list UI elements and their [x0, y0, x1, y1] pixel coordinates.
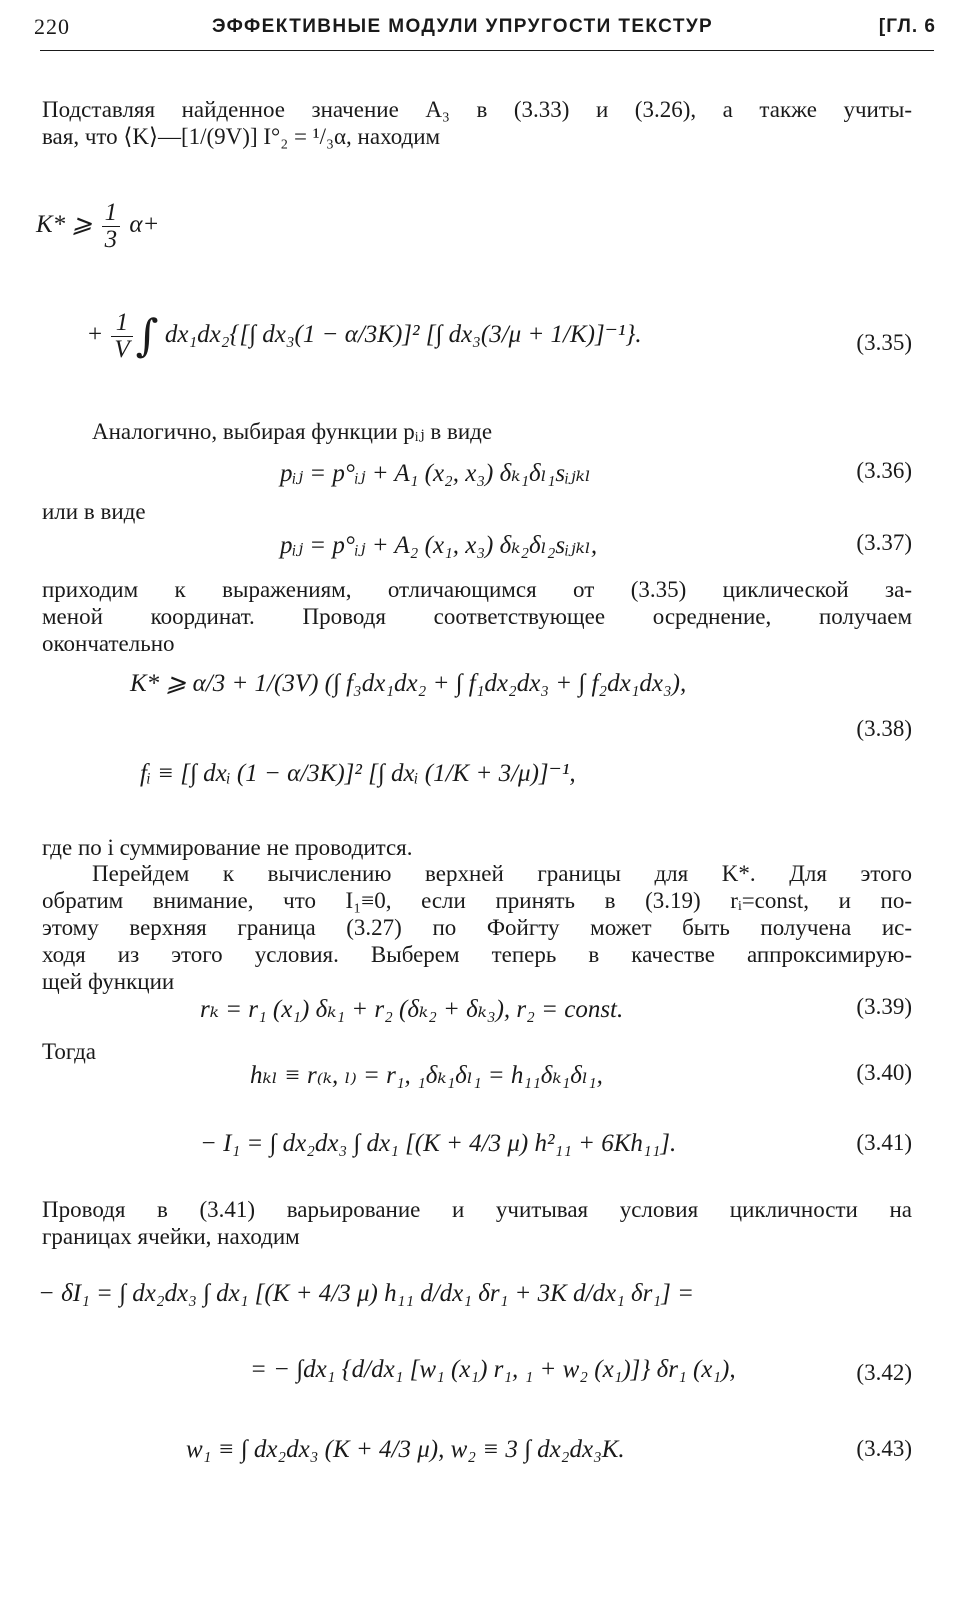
equation-number-3-41: (3.41): [856, 1130, 912, 1155]
text-line: меной координат. Проводя соответствующее осреднение, получаем: [42, 604, 912, 629]
text-line: этому верхняя граница (3.27) по Фойгту может быть получена ис-: [42, 915, 912, 940]
equation-3-36: pᵢⱼ = p°ᵢⱼ + A₁ (x₂, x₃) δₖ₁δₗ₁sᵢⱼₖₗ: [280, 460, 591, 487]
fraction: [102, 200, 121, 253]
chapter-label: [ГЛ. 6: [878, 16, 936, 37]
paragraph-no-summation: [42, 834, 912, 861]
equation-3-42-line2: = − ∫dx₁ {d/dx₁ [w₁ (x₁) r₁, ₁ + w₂ (x₁)]} δr₁ (x₁),: [250, 1356, 736, 1383]
text-line: обратим внимание, что I₁≡0, если принять в (3.19) rᵢ=const, и по-: [42, 888, 912, 913]
text-line: Подставляя найденное значение A₃ в (3.33) и (3.26), а также учиты-: [42, 97, 912, 122]
equation-number-3-42: (3.42): [856, 1360, 912, 1385]
text-line: приходим к выражениям, отличающимся от (3.35) циклической за-: [42, 577, 912, 602]
text-line: границах ячейки, находим: [42, 1224, 300, 1249]
text-line: Проводя в (3.41) варьирование и учитывая условия цикличности на: [42, 1197, 912, 1222]
equation-3-35-line1: [36, 200, 159, 253]
text-line: Перейдем к вычислению верхней границы для K*. Для этого: [92, 861, 912, 886]
header-rule: [40, 50, 934, 51]
text-line: Аналогично, выбирая функции pᵢⱼ в виде: [92, 419, 493, 444]
equation-number-3-39: (3.39): [856, 994, 912, 1019]
equation-3-42-line1: − δI₁ = ∫ dx₂dx₃ ∫ dx₁ [(K + 4/3 μ) h₁₁ d/dx₁ δr₁ + 3K d/dx₁ δr₁] =: [38, 1280, 694, 1307]
paragraph-variation: [42, 1196, 912, 1250]
paragraph-or: [42, 498, 912, 525]
equation-number-3-43: (3.43): [856, 1436, 912, 1461]
paragraph-intro: [42, 96, 912, 150]
text-line: окончательно: [42, 631, 175, 656]
fraction: $\frac{1}{V}$: [111, 310, 132, 363]
running-title: ЭФФЕКТИВНЫЕ МОДУЛИ УПРУГОСТИ ТЕКСТУР: [212, 16, 714, 37]
denominator: 3: [104, 226, 118, 253]
page-number: 220: [34, 14, 70, 39]
equation-3-38-line1: K* ⩾ α/3 + 1/(3V) (∫ f₃dx₁dx₂ + ∫ f₁dx₂dx₃ + ∫ f₂dx₁dx₃),: [130, 670, 687, 697]
equation-3-40: hₖₗ ≡ r₍ₖ, ₗ₎ = r₁, ₁δₖ₁δₗ₁ = h₁₁δₖ₁δₗ₁,: [250, 1062, 603, 1089]
text-line: Тогда: [42, 1039, 97, 1064]
equation-number-3-37: (3.37): [856, 530, 912, 555]
equation-3-43: w₁ ≡ ∫ dx₂dx₃ (K + 4/3 μ), w₂ ≡ 3 ∫ dx₂dx₃K.: [186, 1436, 625, 1463]
eq-body: dx₁dx₂{[∫ dx₃(1 − α/3K)]² [∫ dx₃(3/μ + 1/K)]⁻¹}.: [164, 321, 642, 349]
eq-tail: α+: [129, 211, 160, 239]
integral-sign: ∫: [135, 310, 159, 362]
text-line: или в виде: [42, 499, 146, 524]
page-header: [34, 14, 936, 44]
paragraph-upper-bound: [42, 860, 912, 995]
text-line: где по i суммирование не проводится.: [42, 835, 413, 860]
equation-3-41: − I₁ = ∫ dx₂dx₃ ∫ dx₁ [(K + 4/3 μ) h²₁₁ + 6Kh₁₁].: [200, 1130, 677, 1157]
equation-3-39: rₖ = r₁ (x₁) δₖ₁ + r₂ (δₖ₂ + δₖ₃), r₂ = const.: [200, 996, 624, 1023]
paragraph-analog: [92, 418, 912, 445]
equation-3-35-line2: + $\frac{1}{V}$ ∫ dx₁dx₂{[∫ dx₃(1 − α/3K)]² [∫ dx₃(3/μ + 1/K)]⁻¹}.: [88, 309, 642, 363]
numerator: 1: [102, 200, 121, 227]
equation-3-38-line2: fᵢ ≡ [∫ dxᵢ (1 − α/3K)]² [∫ dxᵢ (1/K + 3/μ)]⁻¹,: [140, 760, 576, 787]
text-line: ходя из этого условия. Выберем теперь в качестве аппроксимирую-: [42, 942, 912, 967]
equation-3-37: pᵢⱼ = p°ᵢⱼ + A₂ (x₁, x₃) δₖ₂δₗ₂sᵢⱼₖₗ,: [280, 532, 598, 559]
equation-number-3-40: (3.40): [856, 1060, 912, 1085]
paragraph-cyclic: [42, 576, 912, 657]
text-line: щей функции: [42, 969, 175, 994]
equation-number-3-35: (3.35): [856, 330, 912, 355]
eq-lhs: K* ⩾: [36, 211, 93, 239]
equation-number-3-38: (3.38): [856, 716, 912, 741]
text-line: вая, что ⟨K⟩—[1/(9V)] I°₂ = ¹/₃α, находим: [42, 124, 441, 149]
equation-number-3-36: (3.36): [856, 458, 912, 483]
